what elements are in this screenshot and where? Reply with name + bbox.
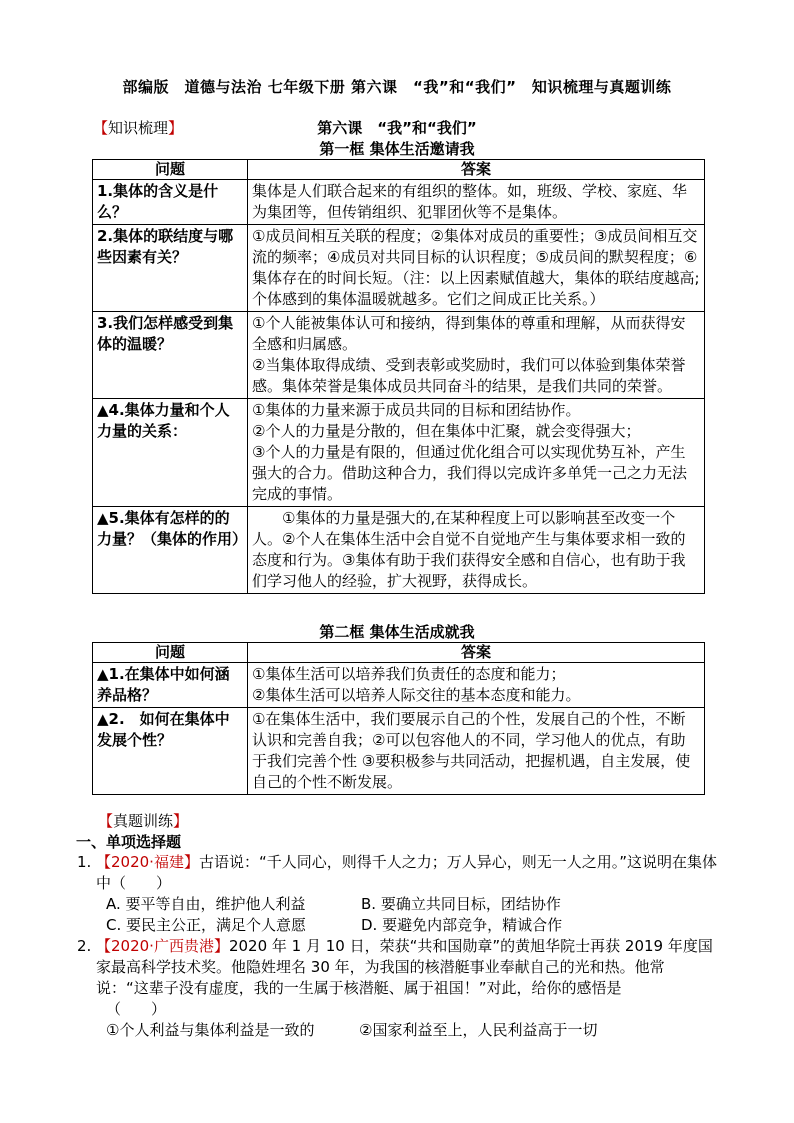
answer-cell bbox=[248, 225, 705, 312]
answer-cell bbox=[248, 399, 705, 507]
exercises-section-tag bbox=[98, 810, 188, 831]
option-c[interactable]: C. 要民主公正，满足个人意愿 bbox=[106, 916, 307, 934]
frame1-title: 第一框 集体生活邀请我 bbox=[319, 140, 475, 158]
option-2[interactable]: ②国家利益至上，人民利益高于一切 bbox=[359, 1021, 598, 1039]
document-title: 部编版 道德与法治 七年级下册 第六课 “我”和“我们” 知识梳理与真题训练 bbox=[122, 78, 672, 96]
bracket-close: 】 bbox=[168, 119, 184, 137]
question-cell: ▲5.集体有怎样的的力量？（集体的作用） bbox=[93, 507, 248, 594]
question-source: 【2020·广西贵港】 bbox=[96, 937, 229, 955]
exercises-tag-label: 真题训练 bbox=[113, 812, 174, 830]
option-1[interactable]: ①个人利益与集体利益是一致的 bbox=[106, 1021, 315, 1039]
question-cell: ▲1.在集体中如何涵养品格？ bbox=[93, 663, 248, 708]
section-heading: 一、单项选择题 bbox=[76, 833, 182, 851]
answer-text: ③个人的力量是有限的，但通过优化组合可以实现优势互补，产生强大的合力。借助这种合力，我们得以完成许多单凭一己之力无法完成的事情。 bbox=[252, 443, 688, 503]
answer-text: ①个人能被集体认可和接纳，得到集体的尊重和理解，从而获得安全感和归属感。 bbox=[252, 314, 686, 353]
question-number: 2. bbox=[77, 937, 92, 955]
answer-cell bbox=[248, 180, 705, 225]
option-d[interactable]: D. 要避免内部竞争，精诚合作 bbox=[361, 916, 563, 934]
frame2-table bbox=[92, 642, 705, 795]
table-row bbox=[93, 312, 705, 399]
table-row bbox=[93, 180, 705, 225]
column-header-question: 问题 bbox=[93, 160, 248, 180]
answer-text: ②集体生活可以培养人际交往的基本态度和能力。 bbox=[252, 686, 581, 704]
answer-text: ①成员间相互关联的程度；②集体对成员的重要性；③成员间相互交流的频率；④成员对共同目标的认识程度；⑤成员间的默契程度；⑥集体存在的时间长短。（注：以上因素赋值越大，集体的联结度越高; 个体感到的集体温暖就越多。它们之间成正比关系。） bbox=[252, 227, 700, 308]
answer-cell bbox=[248, 507, 705, 594]
frame2-title: 第二框 集体生活成就我 bbox=[319, 623, 475, 641]
options-grid bbox=[96, 894, 717, 936]
table-row bbox=[93, 708, 705, 795]
answer-cell bbox=[248, 312, 705, 399]
question-cell: ▲2. 如何在集体中发展个性？ bbox=[93, 708, 248, 795]
question-cell: 1.集体的含义是什么？ bbox=[93, 180, 248, 225]
frame1-table bbox=[92, 159, 705, 594]
answer-text: ①集体的力量是强大的,在某种程度上可以影响甚至改变一个人。②个人在集体生活中会自觉不自觉地产生与集体要求相一致的态度和行为。③集体有助于我们获得安全感和自信心，也有助于我们学习他人的经验，扩大视野，获得成长。 bbox=[252, 509, 686, 590]
knowledge-tag-label: 知识梳理 bbox=[108, 119, 169, 137]
table-row bbox=[93, 507, 705, 594]
option-b[interactable]: B. 要确立共同目标，团结协作 bbox=[361, 895, 561, 913]
column-header-answer: 答案 bbox=[248, 643, 705, 663]
table-row bbox=[93, 225, 705, 312]
question-source: 【2020·福建】 bbox=[96, 853, 199, 871]
bracket-open: 【 bbox=[98, 812, 114, 830]
question-cell: 2.集体的联结度与哪些因素有关？ bbox=[93, 225, 248, 312]
option-a[interactable]: A. 要平等自由，维护他人利益 bbox=[106, 895, 306, 913]
answer-text: ①集体的力量来源于成员共同的目标和团结协作。 bbox=[252, 401, 581, 419]
bracket-close: 】 bbox=[173, 812, 189, 830]
answer-text: ②当集体取得成绩、受到表彰或奖励时，我们可以体验到集体荣誉感。集体荣誉是集体成员共同奋斗的结果，是我们共同的荣誉。 bbox=[252, 356, 686, 395]
question-cell: 3.我们怎样感受到集体的温暖？ bbox=[93, 312, 248, 399]
column-header-question: 问题 bbox=[93, 643, 248, 663]
question-number: 1. bbox=[77, 853, 92, 871]
answer-cell bbox=[248, 663, 705, 708]
table-header-row bbox=[93, 160, 705, 180]
options-grid bbox=[96, 1020, 717, 1041]
question-stem: 古语说：“千人同心，则得千人之力；万人异心，则无一人之用。”这说明在集体中（ ） bbox=[96, 853, 717, 892]
answer-text: ①集体生活可以培养我们负责任的态度和能力； bbox=[252, 665, 566, 683]
question-stem: 2020 年 1 月 10 日，荣获“共和国勋章”的黄旭华院士再获 2019 年度国家最高科学技术奖。他隐姓埋名 30 年，为我国的核潜艇事业奉献自己的光和热。他常说：“这辈子没有虚度，我的一生属于核潜艇、属于祖国！”对此，给你的感悟是 bbox=[96, 937, 713, 997]
answer-text: ②个人的力量是分散的，但在集体中汇聚，就会变得强大； bbox=[252, 422, 641, 440]
answer-cell bbox=[248, 708, 705, 795]
question-1 bbox=[77, 852, 717, 936]
table-row bbox=[93, 663, 705, 708]
question-cell: ▲4.集体力量和个人力量的关系： bbox=[93, 399, 248, 507]
answer-text: 集体是人们联合起来的有组织的整体。如，班级、学校、家庭、华为集团等，但传销组织、犯罪团伙等不是集体。 bbox=[252, 182, 688, 221]
answer-blank: （ ） bbox=[106, 1000, 167, 1018]
question-2 bbox=[77, 936, 717, 1041]
table-row bbox=[93, 399, 705, 507]
answer-text: ①在集体生活中，我们要展示自己的个性，发展自己的个性，不断认识和完善自我；②可以包容他人的不同，学习他人的优点，有助于我们完善个性 ③要积极参与共同活动，把握机遇，自主发展，使自己的个性不断发展。 bbox=[252, 710, 691, 791]
lesson-title: 第六课 “我”和“我们” bbox=[317, 119, 477, 137]
table-header-row bbox=[93, 643, 705, 663]
column-header-answer: 答案 bbox=[248, 160, 705, 180]
bracket-open: 【 bbox=[93, 119, 109, 137]
